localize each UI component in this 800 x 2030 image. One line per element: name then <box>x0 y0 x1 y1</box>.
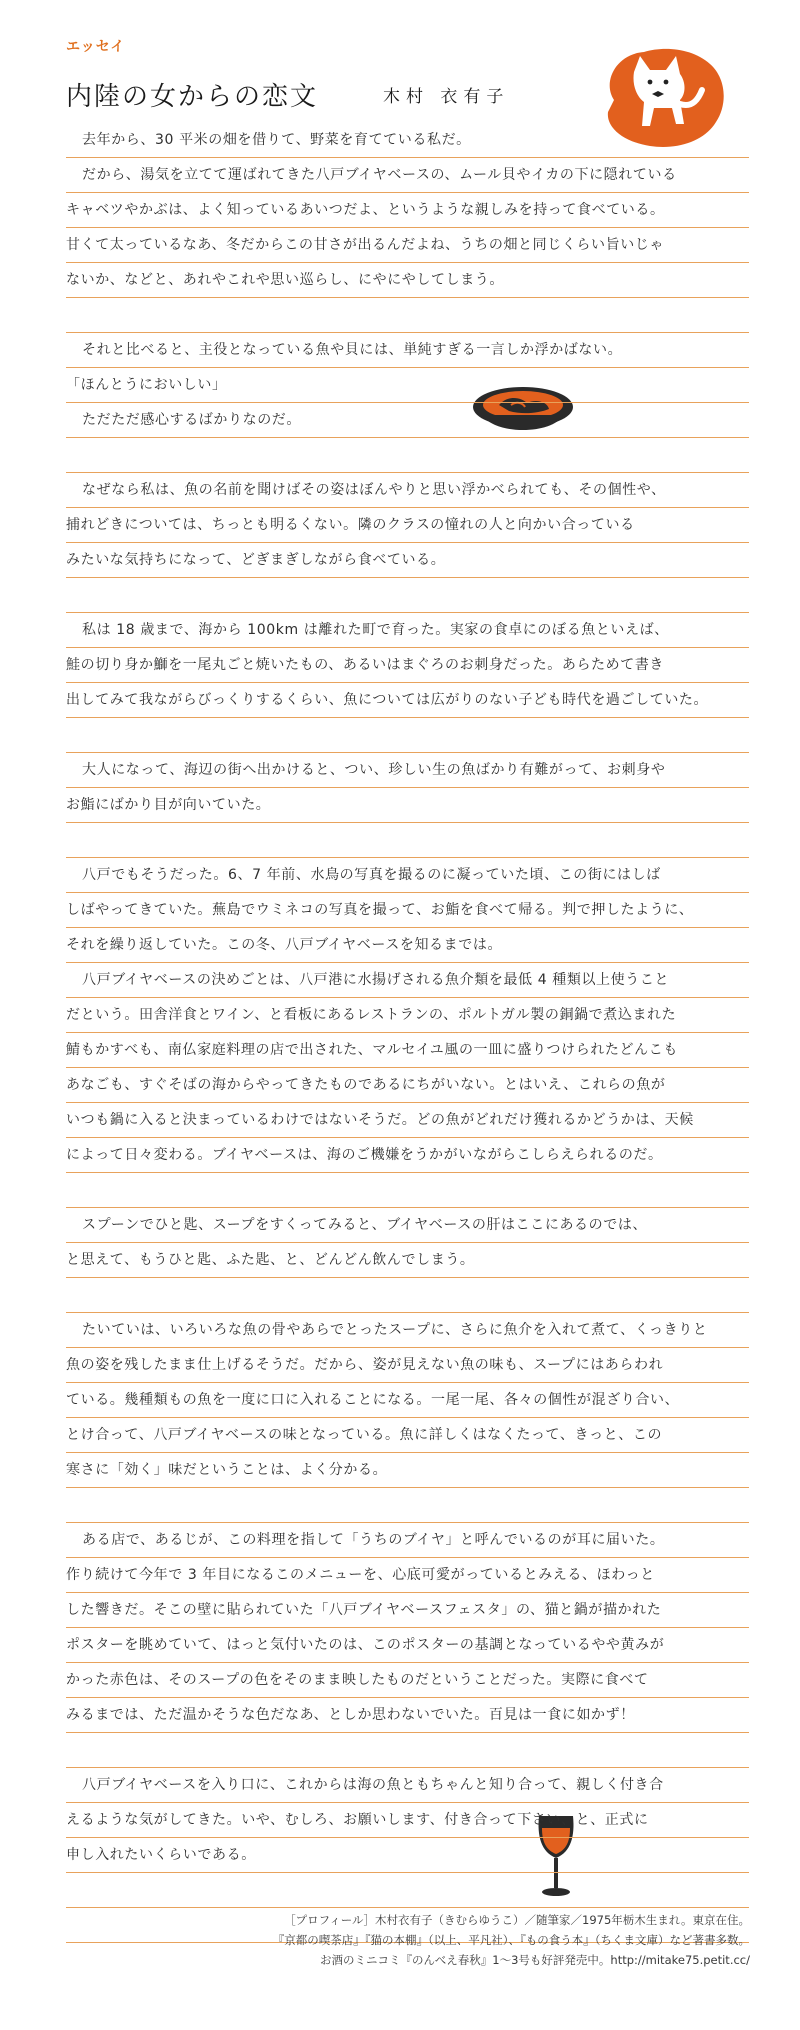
text-line: 寒さに「効く」味だということは、よく分かる。 <box>66 1453 749 1488</box>
text-line: しばやってきていた。蕪島でウミネコの写真を撮って、お鮨を食べて帰る。判で押したように、 <box>66 893 749 928</box>
paragraph <box>66 1313 749 1488</box>
text-line: あなごも、すぐそばの海からやってきたものであるにちがいない。とはいえ、これらの魚が <box>66 1068 749 1103</box>
text-line: ある店で、あるじが、この料理を指して「うちのブイヤ」と呼んでいるのが耳に届いた。 <box>66 1523 749 1558</box>
category-label: エッセイ <box>66 39 126 55</box>
text-line: スプーンでひと匙、スープをすくってみると、ブイヤベースの肝はここにあるのでは、 <box>66 1208 749 1243</box>
text-line: 作り続けて今年で 3 年目になるこのメニューを、心底可愛がっているとみえる、ほわっと <box>66 1558 749 1593</box>
text-line: 八戸ブイヤベースを入り口に、これからは海の魚ともちゃんと知り合って、親しく付き合 <box>66 1768 749 1803</box>
profile-line: 『京都の喫茶店』『猫の本棚』（以上、平凡社）、『もの食う本』（ちくま文庫）など著書多数。 <box>272 1933 750 1947</box>
text-line: 去年から、30 平米の畑を借りて、野菜を育てている私だ。 <box>66 123 749 158</box>
blank-line <box>66 1278 749 1313</box>
text-line: 申し入れたいくらいである。 <box>66 1838 749 1873</box>
text-line: なぜなら私は、魚の名前を聞けばその姿はぼんやりと思い浮かべられても、その個性や、 <box>66 473 749 508</box>
blank-line <box>66 1873 749 1908</box>
text-line: 甘くて太っているなあ、冬だからこの甘さが出るんだよね、うちの畑と同じくらい旨いじゃ <box>66 228 749 263</box>
text-line: 魚の姿を残したまま仕上げるそうだ。だから、姿が見えない魚の味も、スープにはあらわれ <box>66 1348 749 1383</box>
paragraph <box>66 1768 749 1873</box>
text-line: とけ合って、八戸ブイヤベースの味となっている。魚に詳しくはなくたって、きっと、この <box>66 1418 749 1453</box>
blank-line <box>66 578 749 613</box>
text-line: ポスターを眺めていて、はっと気付いたのは、このポスターの基調となっているやや黄みが <box>66 1628 749 1663</box>
text-line: だから、湯気を立てて運ばれてきた八戸ブイヤベースの、ムール貝やイカの下に隠れている <box>66 158 749 193</box>
essay-body <box>66 123 749 1943</box>
text-line: キャベツやかぶは、よく知っているあいつだよ、というような親しみを持って食べている。 <box>66 193 749 228</box>
text-line: たいていは、いろいろな魚の骨やあらでとったスープに、さらに魚介を入れて煮て、くっきりと <box>66 1313 749 1348</box>
paragraph <box>66 858 749 1173</box>
paragraph <box>66 333 749 438</box>
blank-line <box>66 823 749 858</box>
author-profile <box>150 1910 750 1970</box>
text-line: えるような気がしてきた。いや、むしろ、お願いします、付き合って下さい、と、正式に <box>66 1803 749 1838</box>
paragraph <box>66 473 749 578</box>
paragraph <box>66 753 749 823</box>
paragraph <box>66 123 749 298</box>
blank-line <box>66 1173 749 1208</box>
text-line: によって日々変わる。ブイヤベースは、海のご機嫌をうかがいながらこしらえられるのだ。 <box>66 1138 749 1173</box>
text-line: ただただ感心するばかりなのだ。 <box>66 403 749 438</box>
text-line: 出してみて我ながらびっくりするくらい、魚については広がりのない子ども時代を過ごしていた。 <box>66 683 749 718</box>
text-line: 大人になって、海辺の街へ出かけると、つい、珍しい生の魚ばかり有難がって、お刺身や <box>66 753 749 788</box>
text-line: した響きだ。そこの壁に貼られていた「八戸ブイヤベースフェスタ」の、猫と鍋が描かれた <box>66 1593 749 1628</box>
paragraph <box>66 1523 749 1733</box>
author-name: 木村 衣有子 <box>383 87 510 107</box>
text-line: みたいな気持ちになって、どぎまぎしながら食べている。 <box>66 543 749 578</box>
text-line: だという。田舎洋食とワイン、と看板にあるレストランの、ポルトガル製の銅鍋で煮込まれた <box>66 998 749 1033</box>
essay-title: 内陸の女からの恋文 <box>66 82 319 112</box>
text-line: いつも鍋に入ると決まっているわけではないそうだ。どの魚がどれだけ獲れるかどうかは、天候 <box>66 1103 749 1138</box>
text-line: 八戸でもそうだった。6、7 年前、水鳥の写真を撮るのに凝っていた頃、この街にはしば <box>66 858 749 893</box>
text-line: 八戸ブイヤベースの決めごとは、八戸港に水揚げされる魚介類を最低 4 種類以上使うこと <box>66 963 749 998</box>
blank-line <box>66 438 749 473</box>
text-line: かった赤色は、そのスープの色をそのまま映したものだということだった。実際に食べて <box>66 1663 749 1698</box>
text-line: と思えて、もうひと匙、ふた匙、と、どんどん飲んでしまう。 <box>66 1243 749 1278</box>
text-line: 私は 18 歳まで、海から 100km は離れた町で育った。実家の食卓にのぼる魚といえば、 <box>66 613 749 648</box>
text-line: みるまでは、ただ温かそうな色だなあ、としか思わないでいた。百見は一食に如かず！ <box>66 1698 749 1733</box>
blank-line <box>66 298 749 333</box>
paragraph <box>66 613 749 718</box>
text-line: それと比べると、主役となっている魚や貝には、単純すぎる一言しか浮かばない。 <box>66 333 749 368</box>
text-line: 捕れどきについては、ちっとも明るくない。隣のクラスの憧れの人と向かい合っている <box>66 508 749 543</box>
paragraph <box>66 1208 749 1278</box>
text-line: ないか、などと、あれやこれや思い巡らし、にやにやしてしまう。 <box>66 263 749 298</box>
profile-line: ［プロフィール］木村衣有子（きむらゆうこ）／随筆家／1975年栃木生まれ。東京在住。 <box>284 1913 750 1927</box>
text-line: お鮨にばかり目が向いていた。 <box>66 788 749 823</box>
profile-line: お酒のミニコミ『のんべえ春秋』1〜3号も好評発売中。http://mitake75.petit.cc/ <box>320 1953 750 1967</box>
text-line: 「ほんとうにおいしい」 <box>66 368 749 403</box>
text-line: ている。幾種類もの魚を一度に口に入れることになる。一尾一尾、各々の個性が混ざり合い、 <box>66 1383 749 1418</box>
text-line: 鯖もかすべも、南仏家庭料理の店で出された、マルセイユ風の一皿に盛りつけられたどんこも <box>66 1033 749 1068</box>
text-line: それを繰り返していた。この冬、八戸ブイヤベースを知るまでは。 <box>66 928 749 963</box>
blank-line <box>66 1733 749 1768</box>
blank-line <box>66 718 749 753</box>
text-line: 鮭の切り身か鰤を一尾丸ごと焼いたもの、あるいはまぐろのお刺身だった。あらためて書き <box>66 648 749 683</box>
blank-line <box>66 1488 749 1523</box>
